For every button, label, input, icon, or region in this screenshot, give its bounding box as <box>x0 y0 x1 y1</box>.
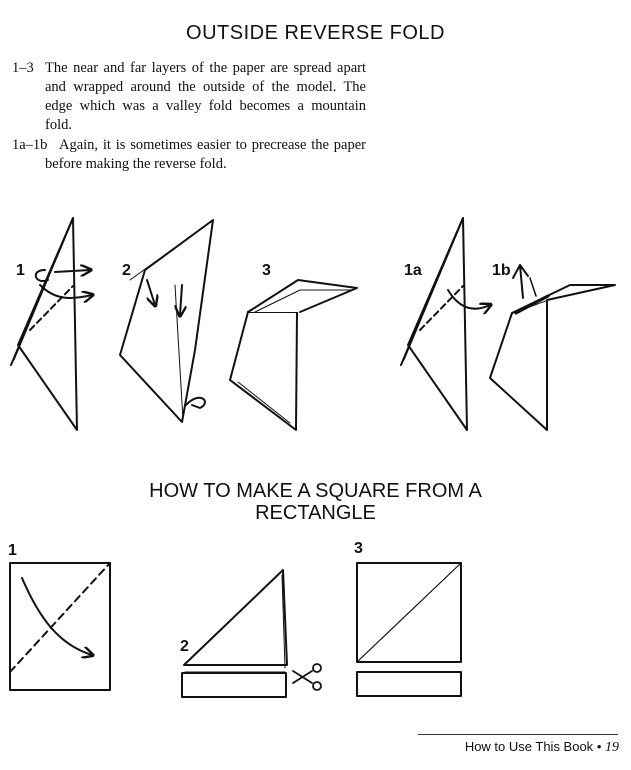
square-diagram-step-3 <box>357 563 461 696</box>
diagram-step-3 <box>230 280 357 430</box>
diagram-label-1: 1 <box>16 262 25 279</box>
diagram-step-2 <box>120 220 213 422</box>
section-title-outside-reverse-fold: OUTSIDE REVERSE FOLD <box>186 22 445 44</box>
diagram-step-1 <box>11 218 92 430</box>
diagram-step-1b <box>490 265 615 430</box>
diagram-label-2: 2 <box>122 262 131 279</box>
step-number: 1–3 <box>12 60 34 76</box>
diagram-step-1a <box>401 218 490 430</box>
footer-book-title: How to Use This Book <box>464 739 594 754</box>
scissors-icon <box>293 664 321 690</box>
title-line-2: RECTANGLE <box>255 502 376 524</box>
page-footer <box>465 739 619 756</box>
square-diagram-step-2 <box>182 570 321 697</box>
curved-arrow-icon <box>186 398 205 408</box>
open-arrow-icon <box>513 265 528 298</box>
title-line-1: HOW TO MAKE A SQUARE FROM A <box>149 480 482 502</box>
step-number: 1a–1b <box>12 137 48 153</box>
footer-rule <box>418 734 618 735</box>
square-diagram-label-1: 1 <box>8 542 17 559</box>
square-diagram-step-1 <box>10 563 110 690</box>
section-title-square-from-rectangle <box>0 480 631 524</box>
diagram-label-1b: 1b <box>492 262 511 279</box>
footer-separator: • <box>596 739 602 754</box>
diagram-label-3: 3 <box>262 262 271 279</box>
page-number: 19 <box>605 740 619 755</box>
diagram-label-1a: 1a <box>404 262 422 279</box>
square-diagram-label-3: 3 <box>354 540 363 557</box>
square-diagram-label-2: 2 <box>180 638 189 655</box>
step-text: The near and far layers of the paper are spread apart and wrapped around the outside of the model. The edge which was a valley fold becomes a mountain fold. <box>45 60 366 133</box>
step-text: Again, it is sometimes easier to precrease the paper before making the reverse fold. <box>45 137 366 172</box>
